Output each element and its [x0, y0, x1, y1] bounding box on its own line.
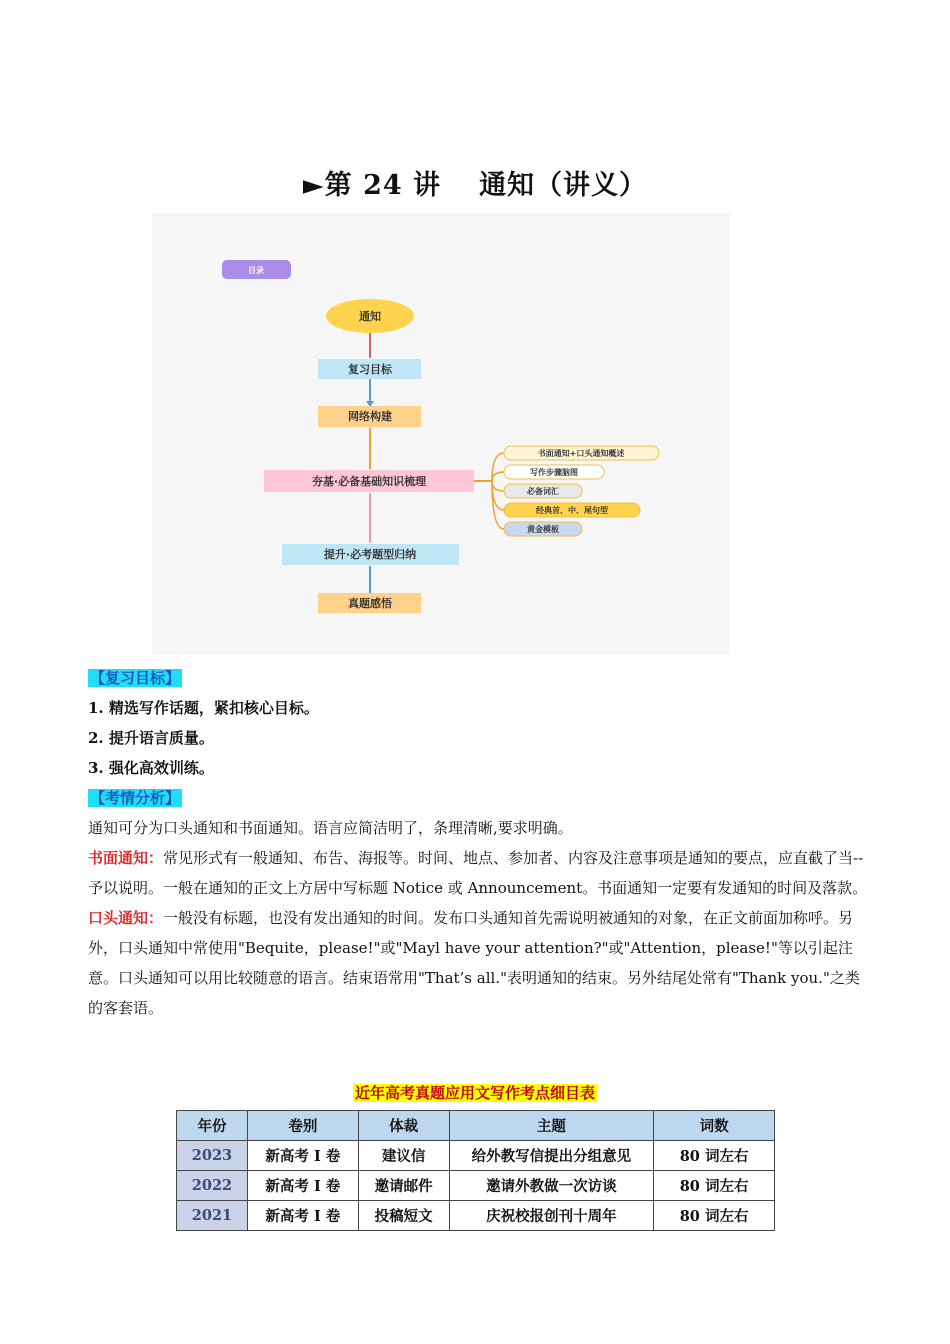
mindmap-branch-label: 必备词汇 — [527, 487, 559, 496]
goal-item: 2. 提升语言质量。 — [88, 729, 214, 747]
table-row — [177, 1171, 775, 1201]
mindmap-root-label: 通知 — [359, 310, 381, 323]
mindmap-node-label: 复习目标 — [348, 363, 392, 376]
table-header: 卷别 — [247, 1111, 358, 1141]
written-label: 书面通知： — [88, 849, 164, 867]
table-cell: 2022 — [177, 1171, 248, 1201]
table-row — [177, 1141, 775, 1171]
table-cell: 2021 — [177, 1201, 248, 1231]
table-cell: 80 词左右 — [654, 1171, 775, 1201]
table-title — [0, 1082, 950, 1103]
table-row — [177, 1201, 775, 1231]
table-cell: 80 词左右 — [654, 1201, 775, 1231]
mindmap-node-label: 提升·必考题型归纳 — [323, 548, 417, 561]
mindmap-badge-label: 目录 — [248, 266, 264, 275]
table-cell: 新高考 I 卷 — [247, 1201, 358, 1231]
mindmap-figure — [152, 213, 730, 655]
oral-paragraph — [88, 903, 868, 1023]
mindmap-branch-label: 黄金模板 — [527, 525, 559, 534]
title-prefix: ►第 24 讲 — [302, 170, 442, 201]
page-title — [0, 163, 950, 202]
table-cell: 庆祝校报创刊十周年 — [449, 1201, 654, 1231]
mindmap-branch-label: 写作步骤脑图 — [530, 468, 578, 477]
table-cell: 新高考 I 卷 — [247, 1171, 358, 1201]
intro-paragraph: 通知可分为口头通知和书面通知。语言应简洁明了，条理清晰,要求明确。 — [88, 819, 573, 837]
table-header-row — [177, 1111, 775, 1141]
table-cell: 新高考 I 卷 — [247, 1141, 358, 1171]
mindmap-svg — [152, 213, 730, 655]
exam-table — [176, 1110, 775, 1231]
table-cell: 2023 — [177, 1141, 248, 1171]
oral-label: 口头通知： — [88, 909, 164, 927]
mindmap-node-label: 夯基·必备基础知识梳理 — [311, 475, 427, 488]
table-cell: 80 词左右 — [654, 1141, 775, 1171]
table-cell: 给外教写信提出分组意见 — [449, 1141, 654, 1171]
written-text: 常见形式有一般通知、布告、海报等。时间、地点、参加者、内容及注意事项是通知的要点，应直截了当--予以说明。一般在通知的正文上方居中写标题 Notice 或 Announcement。书面通知一定要有发通知的时间及落款。 — [88, 849, 868, 897]
mindmap-node-label: 真题感悟 — [348, 597, 392, 610]
goal-item: 1. 精选写作话题，紧扣核心目标。 — [88, 699, 319, 717]
table-header: 体裁 — [358, 1111, 449, 1141]
mindmap-node-label: 网络构建 — [348, 410, 392, 423]
table-cell: 邀请外教做一次访谈 — [449, 1171, 654, 1201]
table-cell: 邀请邮件 — [358, 1171, 449, 1201]
written-paragraph — [88, 843, 868, 903]
goal-tag: 【复习目标】 — [90, 669, 181, 687]
oral-text: 一般没有标题，也没有发出通知的时间。发布口头通知首先需说明被通知的对象，在正文前面加称呼。另外，口头通知中常使用"Bequite，please!"或"Mayl have your attention?"或"Attention，please!"等以引起注意。口头通知可以用比较随意的语言。结束语常用"That’s all."表明通知的结束。另外结尾处常有"Thank you."之类的客套语。 — [88, 909, 860, 1017]
mindmap-branch-label: 经典首、中、尾句型 — [536, 506, 608, 515]
table-cell: 建议信 — [358, 1141, 449, 1171]
goal-item: 3. 强化高效训练。 — [88, 759, 214, 777]
main-content — [88, 663, 868, 1023]
table-header: 年份 — [177, 1111, 248, 1141]
table-header: 主题 — [449, 1111, 654, 1141]
title-main: 通知（讲义） — [479, 170, 648, 201]
mindmap-branch-label: 书面通知+口头通知概述 — [537, 449, 625, 458]
table-header: 词数 — [654, 1111, 775, 1141]
table-cell: 投稿短文 — [358, 1201, 449, 1231]
analysis-tag: 【考情分析】 — [90, 789, 181, 807]
table-title-text: 近年高考真题应用文写作考点细目表 — [354, 1084, 595, 1102]
